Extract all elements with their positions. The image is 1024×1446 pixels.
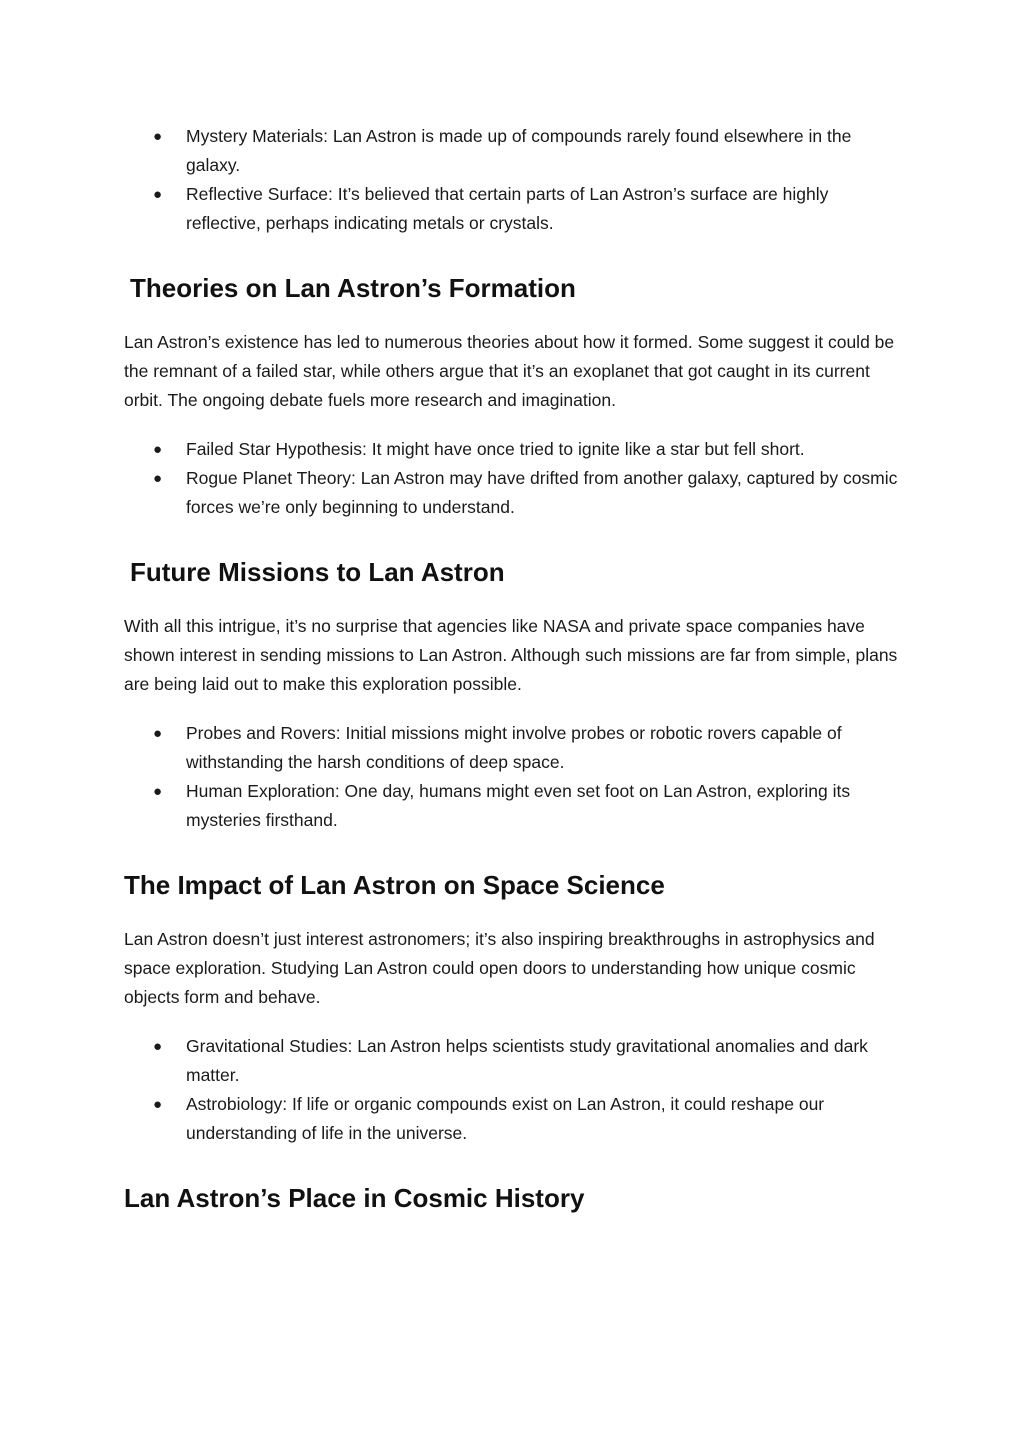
section-heading-impact: The Impact of Lan Astron on Space Science: [124, 870, 665, 900]
bullet-icon: ●: [153, 470, 163, 487]
list-item: [124, 777, 904, 835]
list-item: [124, 464, 904, 522]
bullet-icon: ●: [153, 441, 163, 458]
bullet-icon: ●: [153, 1096, 163, 1113]
list-item: [124, 1090, 904, 1148]
section-paragraph-missions: With all this intrigue, it’s no surprise that agencies like NASA and private space companies have shown interest in sending missions to Lan Astron. Although such missions are far from simple, plans are being laid out to make this exploration possible.: [124, 616, 898, 694]
bullet-icon: ●: [153, 783, 163, 800]
bullet-text: Rogue Planet Theory: Lan Astron may have drifted from another galaxy, captured by cosmic forces we’re only beginning to understand.: [186, 468, 898, 517]
bullet-icon: ●: [153, 128, 163, 145]
bullet-text: Mystery Materials: Lan Astron is made up of compounds rarely found elsewhere in the galaxy.: [186, 126, 852, 175]
bullet-text: Human Exploration: One day, humans might even set foot on Lan Astron, exploring its mysteries firsthand.: [186, 781, 851, 830]
list-item: [124, 180, 904, 238]
section-heading-formation: Theories on Lan Astron’s Formation: [130, 273, 576, 303]
bullet-text: Probes and Rovers: Initial missions might involve probes or robotic rovers capable of withstanding the harsh conditions of deep space.: [186, 723, 842, 772]
bullet-text: Astrobiology: If life or organic compounds exist on Lan Astron, it could reshape our understanding of life in the universe.: [186, 1094, 825, 1143]
section-paragraph-formation: Lan Astron’s existence has led to numerous theories about how it formed. Some suggest it could be the remnant of a failed star, while others argue that it’s an exoplanet that got caught in its current orbit. The ongoing debate fuels more research and imagination.: [124, 332, 895, 410]
section-heading-cosmic-history: Lan Astron’s Place in Cosmic History: [124, 1183, 585, 1213]
bullet-text: Failed Star Hypothesis: It might have once tried to ignite like a star but fell short.: [186, 439, 805, 459]
list-item: [124, 1032, 904, 1090]
bullet-list-missions: [124, 719, 904, 835]
bullet-text: Reflective Surface: It’s believed that certain parts of Lan Astron’s surface are highly reflective, perhaps indicating metals or crystals.: [186, 184, 829, 233]
intro-bullet-list: [124, 122, 904, 238]
section-heading-missions: Future Missions to Lan Astron: [130, 557, 505, 587]
bullet-icon: ●: [153, 1038, 163, 1055]
bullet-list-formation: [124, 435, 904, 522]
bullet-icon: ●: [153, 186, 163, 203]
list-item: [124, 122, 904, 180]
list-item: [124, 719, 904, 777]
document-page: [124, 122, 904, 1216]
bullet-icon: ●: [153, 725, 163, 742]
section-paragraph-impact: Lan Astron doesn’t just interest astronomers; it’s also inspiring breakthroughs in astrophysics and space exploration. Studying Lan Astron could open doors to understanding how unique cosmic objects form and behave.: [124, 929, 875, 1007]
list-item: [124, 435, 904, 464]
bullet-text: Gravitational Studies: Lan Astron helps scientists study gravitational anomalies and dark matter.: [186, 1036, 868, 1085]
bullet-list-impact: [124, 1032, 904, 1148]
